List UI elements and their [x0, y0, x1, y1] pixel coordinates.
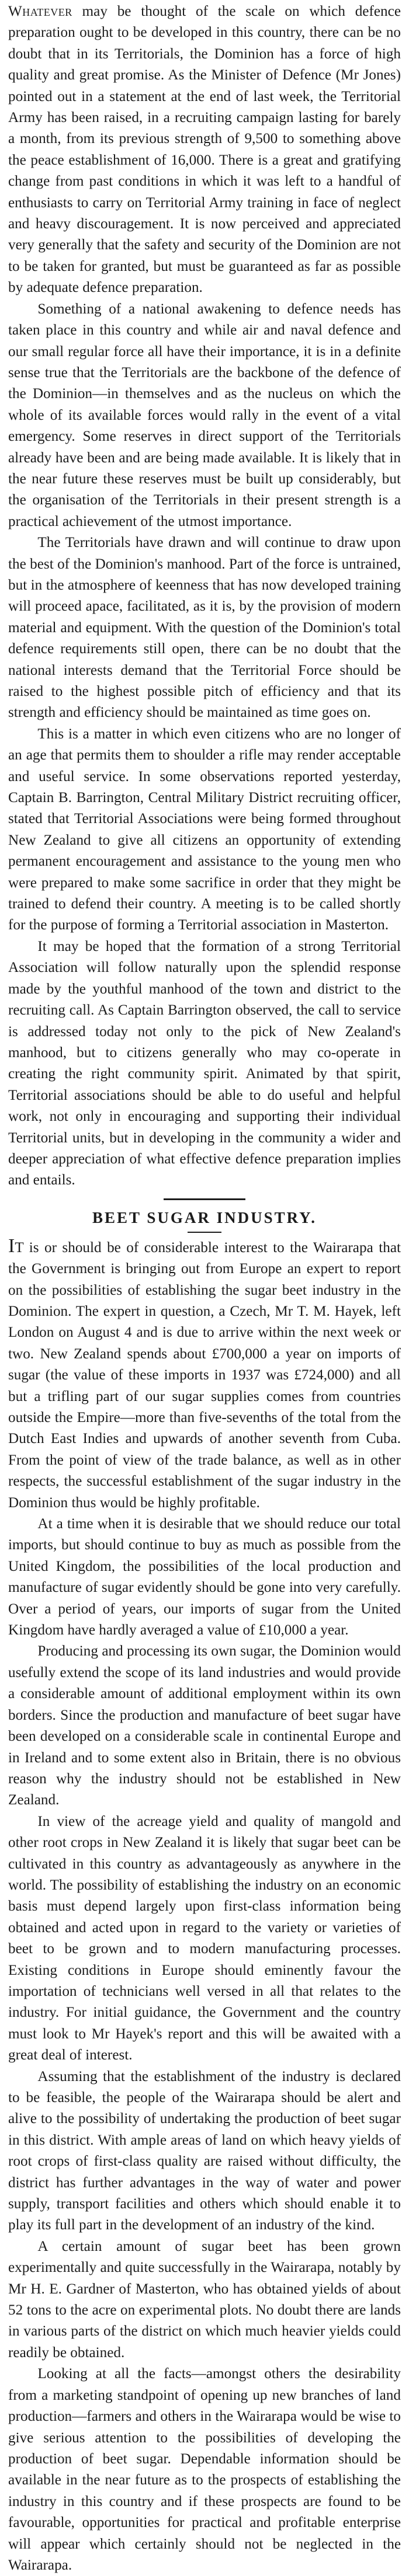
- article-paragraph: [8, 1235, 401, 1514]
- article-paragraph: In view of the acreage yield and quality of mangold and other root crops in New Zealand it is likely that sugar beet can be cultivated in this country as advantageously as anywhere in the world. The possibility of establishing the industry on an economic basis must depend largely upon first-class information being obtained and acted upon in regard to the variety or varieties of beet to be grown and to modern manufacturing processes. Existing conditions in Europe should eminently favour the importation of technicians well versed in all that relates to the industry. For initial guidance, the Government and the country must look to Mr Hayek's report and this will be awaited with a great deal of interest.: [8, 1813, 401, 2063]
- article-paragraph: At a time when it is desirable that we should reduce our total imports, but should continue to buy as much as possible from the United Kingdom, the possibilities of the local production and manufacture of sugar evidently should be gone into very carefully. Over a period of years, our imports of sugar from the United Kingdom have hardly averaged a value of £10,000 a year.: [8, 1516, 401, 1639]
- article-paragraph: [8, 1, 401, 299]
- lead-word: Whatever: [8, 4, 72, 19]
- drop-cap: I: [8, 1235, 15, 1257]
- article-paragraph: This is a matter in which even citizens who are no longer of an age that permits them to shoulder a rifle may render acceptable and useful service. In some observations reported yesterday, Captain B. Barrington, Central Military District recruiting officer, stated that Territorial Associations were being formed throughout New Zealand to give all citizens an opportunity of extending permanent encouragement and assistance to the young men who were prepared to make some sacrifice in order that they might be trained to defend their country. A meeting is to be called shortly for the purpose of forming a Territorial association in Masterton.: [8, 726, 401, 933]
- article-heading: BEET SUGAR INDUSTRY.: [92, 1208, 317, 1226]
- heading-underline: [188, 1232, 221, 1233]
- article-paragraph: Something of a national awakening to defence needs has taken place in this country and while air and naval defence and our small regular force all have their importance, it is in a definite sense true that the Territorials are the backbone of the defence of the Dominion—in themselves and as the nucleus on which the whole of its available forces would rally in the event of a vital emergency. Some reserves in direct support of the Territorials already have been and are being made available. It is likely that in the near future these reserves must be built up considerably, but the organisation of the Territorials in their present strength is a practical achievement of the utmost importance.: [8, 301, 401, 529]
- paragraph-text: may be thought of the scale on which defence preparation ought to be developed in this country, there can be no doubt that in its Territorials, the Dominion has a force of high quality and great promise. As the Minister of Defence (Mr Jones) pointed out in a statement at the end of last week, the Territorial Army has been raised, in a recruiting campaign lasting for barely a month, from its previous strength of 9,500 to something above the peace establishment of 16,000. There is a great and gratifying change from past conditions in which it was left to a handful of enthusiasts to carry on Territorial Army training in face of neglect and heavy discouragement. It is now perceived and appreciated very generally that the safety and security of the Dominion are not to be taken for granted, but must be guaranteed as far as possible by adequate defence preparation.: [8, 4, 401, 296]
- article-territorials: [8, 1, 401, 1191]
- paragraph-text: T is or should be of considerable interest to the Wairarapa that the Government is bringing out from Europe an expert to report on the possibilities of establishing the sugar beet industry in the Dominion. The expert in question, a Czech, Mr T. M. Hayek, left London on August 4 and is due to arrive within the next week or two. New Zealand spends about £700,000 a year on imports of sugar (the value of these imports in 1937 was £724,000) and all but a trifling part of our sugar supplies comes from countries outside the Empire—more than five-sevenths of the total from the Dutch East Indies and upwards of another seventh from Cuba. From the point of view of the trade balance, as well as in other respects, the successful establishment of the sugar industry in the Dominion thus would be highly profitable.: [8, 1239, 401, 1511]
- article-paragraph: Assuming that the establishment of the industry is declared to be feasible, the people of the Wairarapa should be alert and alive to the possibility of undertaking the production of beet sugar in this district. With ample areas of land on which heavy yields of root crops of first-class quality are raised without difficulty, the district has further advantages in the way of water and power supply, transport facilities and others which should enable it to play its full part in the development of an industry of the kind.: [8, 2068, 401, 2233]
- article-paragraph: Looking at all the facts—amongst others the desirability from a marketing standpoint of opening up new branches of land production—farmers and others in the Wairarapa would be wise to give serious attention to the possibilities of developing the production of beet sugar. Dependable information should be available in the near future as to the prospects of establishing the industry in this country and if these prospects are found to be favourable, opportunities for practical and profitable enterprise will appear which certainly should not be neglected in the Wairarapa.: [8, 2366, 401, 2573]
- article-paragraph: The Territorials have drawn and will continue to draw upon the best of the Dominion's manhood. Part of the force is untrained, but in the atmosphere of keenness that has now developed training will proceed apace, facilitated, as it is, by the provision of modern material and equipment. With the question of the Dominion's total defence requirements still open, there can be no doubt that the national interests demand that the Territorial Force should be raised to the highest possible pitch of efficiency and that its strength and efficiency should be maintained as time goes on.: [8, 535, 401, 721]
- article-beet-sugar: [8, 1207, 401, 2576]
- article-paragraph: A certain amount of sugar beet has been grown experimentally and quite successfully in the Wairarapa, notably by Mr H. E. Gardner of Masterton, who has obtained yields of about 52 tons to the acre on experimental plots. No doubt there are lands in various parts of the district on which much heavier yields could readily be obtained.: [8, 2238, 401, 2361]
- section-divider: [164, 1198, 245, 1200]
- article-paragraph: It may be hoped that the formation of a strong Territorial Association will follow naturally upon the splendid response made by the youthful manhood of the town and district to the recruiting call. As Captain Barrington observed, the call to service is addressed today not only to the pick of New Zealand's manhood, but to citizens generally who may co-operate in creating the right community spirit. Animated by that spirit, Territorial associations should be able to do useful and helpful work, not only in encouraging and supporting their individual Territorial units, but in developing in the community a wider and deeper appreciation of what effective defence preparation implies and entails.: [8, 938, 401, 1188]
- article-paragraph: Producing and processing its own sugar, the Dominion would usefully extend the scope of its land industries and would provide a considerable amount of additional employment within its own borders. Since the production and manufacture of beet sugar have been developed on a considerable scale in continental Europe and in Ireland and to some extent also in Britain, there is no obvious reason why the industry should not be established in New Zealand.: [8, 1643, 401, 1808]
